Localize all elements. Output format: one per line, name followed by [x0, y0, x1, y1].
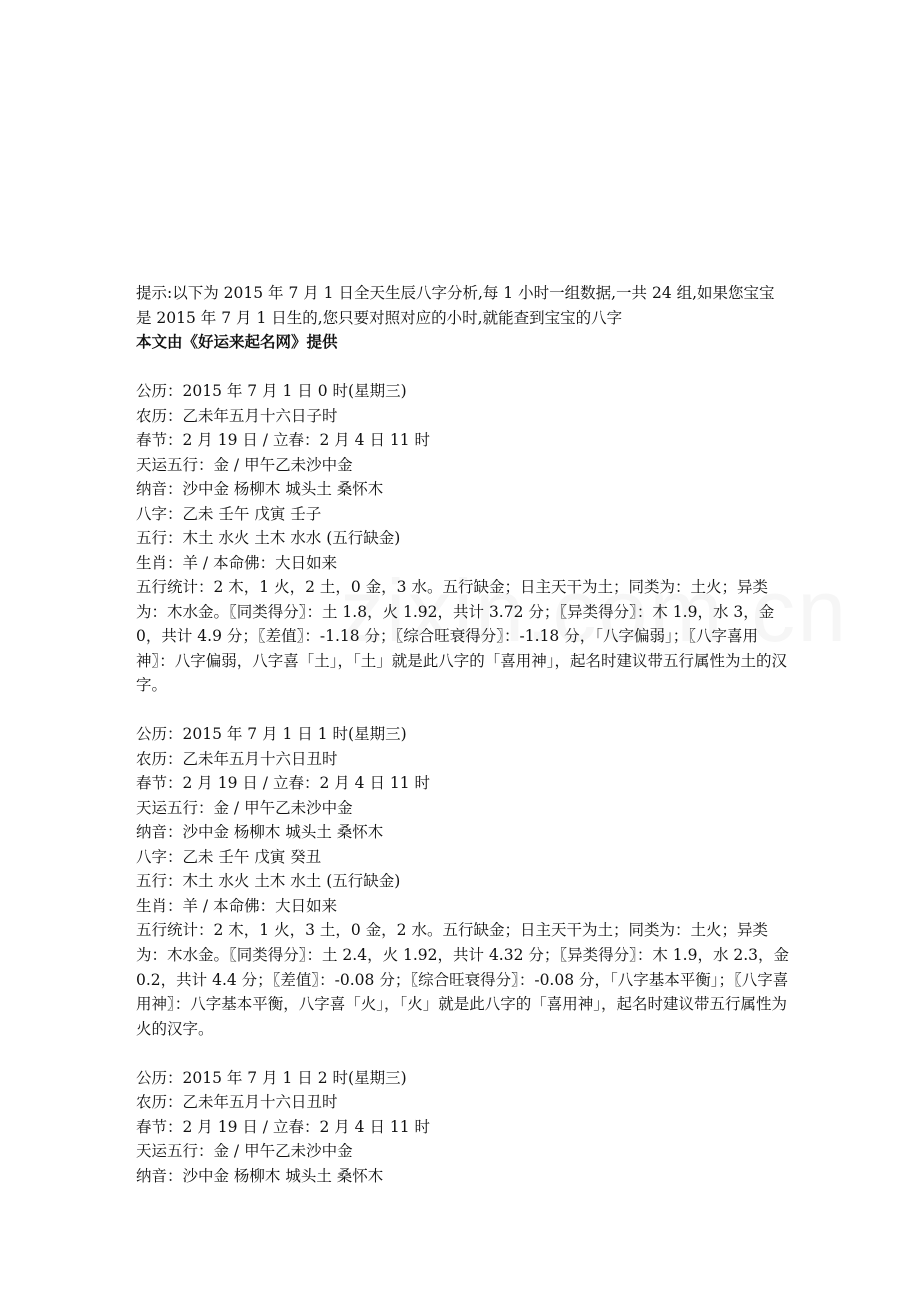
spring-festival: 春节：2 月 19 日 / 立春：2 月 4 日 11 时	[136, 431, 431, 449]
tianyun-wuxing: 天运五行：金 / 甲午乙未沙中金	[136, 1142, 353, 1161]
source-credit: 本文由《好运来起名网》提供	[136, 332, 338, 351]
bazi: 八字：乙未 壬午 戊寅 癸丑	[136, 847, 322, 866]
gregorian-date: 公历：2015 年 7 月 1 日 0 时(星期三)	[136, 382, 407, 400]
tianyun-wuxing: 天运五行：金 / 甲午乙未沙中金	[136, 798, 353, 817]
wuxing: 五行：木土 水火 土木 水土 (五行缺金)	[136, 872, 401, 891]
gregorian-date: 公历：2015 年 7 月 1 日 1 时(星期三)	[136, 725, 407, 744]
hour-entry-0	[136, 379, 791, 698]
hour-entry-1	[136, 722, 791, 1041]
lunar-date: 农历：乙未年五月十六日丑时	[136, 1093, 338, 1112]
spacer	[136, 698, 791, 723]
hour-entry-2	[136, 1066, 791, 1189]
nayin: 纳音：沙中金 杨柳木 城头土 桑怀木	[136, 823, 384, 842]
gregorian-date: 公历：2015 年 7 月 1 日 2 时(星期三)	[136, 1068, 407, 1087]
spring-festival: 春节：2 月 19 日 / 立春：2 月 4 日 11 时	[136, 1117, 431, 1136]
lunar-date: 农历：乙未年五月十六日丑时	[136, 749, 338, 768]
spacer	[136, 1041, 791, 1066]
wuxing-statistics: 五行统计：2 木，1 火，3 土，0 金，2 水。五行缺金；日主天干为土；同类为：土火；异类为：木水金。〖同类得分〗：土 2.4，火 1.92，共计 4.32 分；〖异类得分〗：木 1.9，水 2.3，金 0.2，共计 4.4 分；〖差值〗：-0.08 分；〖综合旺衰得分〗：-0.08 分，「八字基本平衡」；〖八字喜用神〗：八字基本平衡，八字喜「火」，「火」就是此八字的「喜用神」，起名时建议带五行属性为火的汉字。	[136, 921, 790, 1038]
zodiac: 生肖：羊 / 本命佛：大日如来	[136, 553, 338, 572]
zodiac: 生肖：羊 / 本命佛：大日如来	[136, 896, 338, 915]
document-body	[136, 281, 791, 1188]
tianyun-wuxing: 天运五行：金 / 甲午乙未沙中金	[136, 455, 353, 474]
intro-line-1: 提示:以下为 2015 年 7 月 1 日全天生辰八字分析,每 1 小时一组数据,一共 24 组,如果您宝宝	[136, 284, 775, 302]
spacer	[136, 355, 791, 380]
intro-line-2: 是 2015 年 7 月 1 日生的,您只要对照对应的小时,就能查到宝宝的八字	[136, 308, 623, 327]
spring-festival: 春节：2 月 19 日 / 立春：2 月 4 日 11 时	[136, 774, 431, 793]
wuxing-statistics: 五行统计：2 木，1 火，2 土，0 金，3 水。五行缺金；日主天干为土；同类为：土火；异类为：木水金。〖同类得分〗：土 1.8，火 1.92，共计 3.72 分；〖异类得分〗：木 1.9，水 3，金 0，共计 4.9 分；〖差值〗：-1.18 分；〖综合旺衰得分〗：-1.18 分，「八字偏弱」；〖八字喜用神〗：八字偏弱，八字喜「土」，「土」就是此八字的「喜用神」，起名时建议带五行属性为土的汉字。	[136, 578, 788, 695]
nayin: 纳音：沙中金 杨柳木 城头土 桑怀木	[136, 480, 384, 498]
bazi: 八字：乙未 壬午 戊寅 壬子	[136, 504, 322, 523]
lunar-date: 农历：乙未年五月十六日子时	[136, 406, 338, 425]
wuxing: 五行：木土 水火 土木 水水 (五行缺金)	[136, 529, 401, 547]
nayin: 纳音：沙中金 杨柳木 城头土 桑怀木	[136, 1166, 384, 1185]
